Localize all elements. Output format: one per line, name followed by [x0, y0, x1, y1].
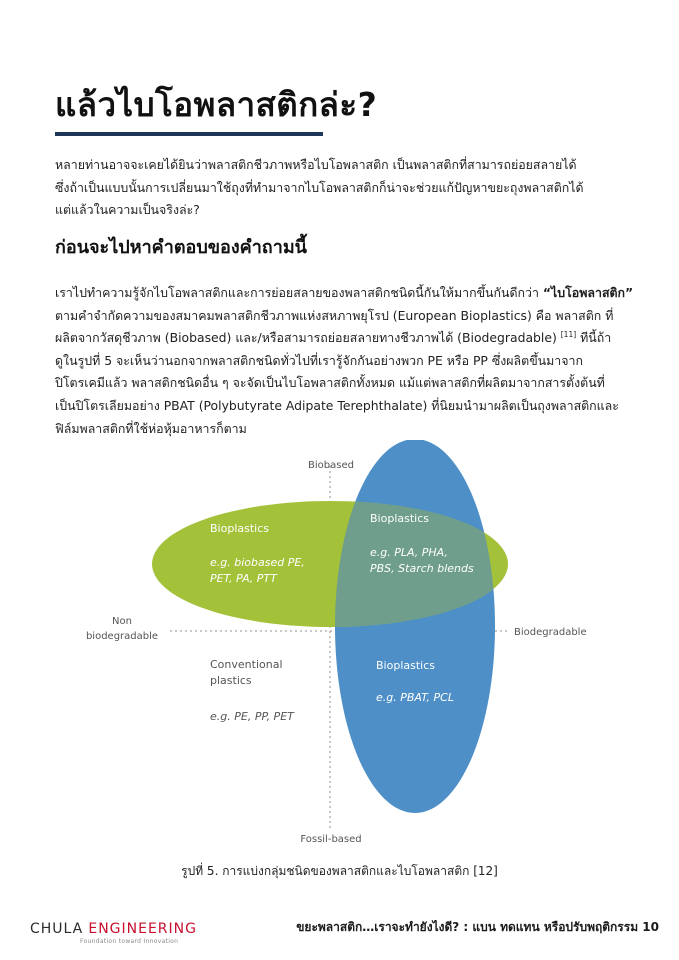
intro-paragraph [55, 154, 645, 222]
region-example: e.g. PBAT, PCL [376, 691, 454, 704]
region-label-bioplastics: Bioplastics [210, 522, 269, 535]
body-text: เราไปทำความรู้จักไบโอพลาสติกและการย่อยสลายของพลาสติกชนิดนี้กันให้มากขึ้นกันดีกว่า [55, 285, 543, 300]
page-title: แล้วไบโอพลาสติกล่ะ? [55, 85, 378, 124]
body-text: ทีนี้ถ้า [576, 330, 612, 346]
chula-engineering-logo [30, 918, 197, 945]
bioplastic-term: “ไบโอพลาสติก” [542, 285, 634, 300]
body-text: ผลิตจากวัสดุชีวภาพ (Biobased) และ/หรือสามารถย่อยสลายทางชีวภาพได้ (Biodegradable) [55, 330, 561, 346]
plastics-classification-diagram [0, 440, 679, 860]
intro-line: หลายท่านอาจจะเคยได้ยินว่าพลาสติกชีวภาพหรือไบโอพลาสติก เป็นพลาสติกที่สามารถย่อยสลายได้ [55, 157, 577, 172]
citation-ref: [11] [560, 330, 577, 340]
section-heading: ก่อนจะไปหาคำตอบของคำถามนี้ [55, 237, 307, 258]
figure-caption: รูปที่ 5. การแบ่งกลุ่มชนิดของพลาสติกและไบโอพลาสติก [12] [181, 864, 498, 878]
title-underline [55, 132, 323, 136]
body-line: ปิโตรเคมีแล้ว พลาสติกชนิดอื่น ๆ จะจัดเป็นไบโอพลาสติกทั้งหมด แม้แต่พลาสติกที่ผลิตมาจากสารตั้งต้นที่ [55, 375, 605, 391]
region-example: e.g. biobased PE, [210, 556, 305, 569]
axis-label-non: Non [112, 616, 132, 627]
logo-tagline: Foundation toward Innovation [80, 938, 179, 945]
region-example: e.g. PE, PP, PET [210, 710, 294, 723]
region-example: PET, PA, PTT [210, 572, 277, 585]
intro-line: แต่แล้วในความเป็นจริงล่ะ? [55, 202, 200, 218]
biodegradable-ellipse [335, 440, 495, 813]
region-example: e.g. PLA, PHA, [370, 546, 448, 559]
logo-chula: CHULA [30, 921, 84, 937]
body-paragraph [55, 282, 645, 440]
axis-label-biodegradable: Biodegradable [514, 627, 587, 638]
footer-page-label: ขยะพลาสติก…เราจะทำยังไงดี? : แบน ทดแทน หรือปรับพฤติกรรม 10 [296, 920, 659, 934]
region-label-conventional: Conventional [210, 658, 283, 671]
body-line [55, 282, 645, 305]
axis-label-biobased: Biobased [308, 460, 354, 471]
body-line: ตามคำจำกัดความของสมาคมพลาสติกชีวภาพแห่งสหภาพยุโรป (European Bioplastics) คือ พลาสติก ที่ [55, 307, 614, 323]
axis-label-fossil-based: Fossil-based [300, 834, 362, 845]
intro-line: ซึ่งถ้าเป็นแบบนั้นการเปลี่ยนมาใช้ถุงที่ทำมาจากไบโอพลาสติกก็น่าจะช่วยแก้ปัญหาขยะถุงพลาสติกได้ [55, 179, 584, 195]
region-label-bioplastics: Bioplastics [370, 512, 429, 525]
region-label-bioplastics: Bioplastics [376, 659, 435, 672]
region-example: PBS, Starch blends [370, 562, 474, 575]
region-label-conventional: plastics [210, 674, 252, 687]
axis-label-biodegradable-left: biodegradable [85, 631, 159, 642]
body-line [55, 327, 645, 350]
body-line: ดูในรูปที่ 5 จะเห็นว่านอกจากพลาสติกชนิดทั่วไปที่เรารู้จักกันอย่างพวก PE หรือ PP ซึ่งผลิตขึ้นมาจาก [55, 352, 583, 368]
logo-engineering: ENGINEERING [88, 921, 197, 937]
body-line: ฟิล์มพลาสติกที่ใช้ห่อหุ้มอาหารก็ตาม [55, 420, 247, 436]
body-line: เป็นปิโตรเลียมอย่าง PBAT (Polybutyrate Adipate Terephthalate) ที่นิยมนำมาผลิตเป็นถุงพลาสติกและ [55, 397, 619, 413]
